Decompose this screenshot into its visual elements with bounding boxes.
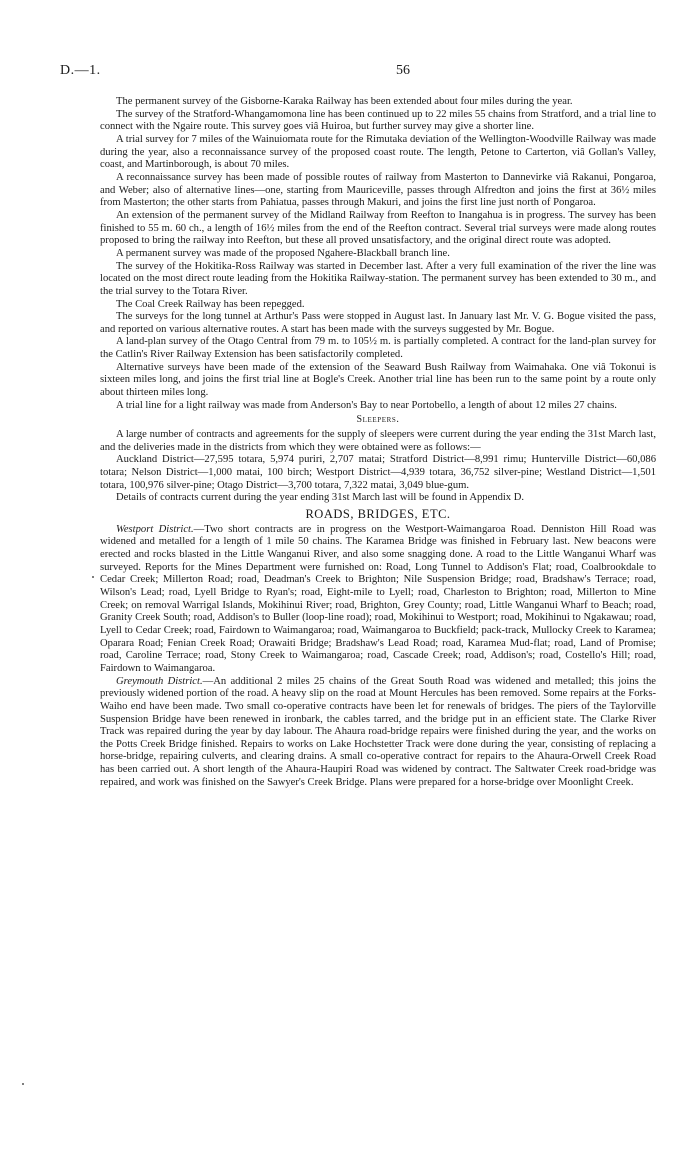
paragraph-gisborne-karaka: The permanent survey of the Gisborne-Karaka Railway has been extended about four miles during the year. xyxy=(116,96,573,107)
greymouth-district-lead: Greymouth District. xyxy=(116,675,203,687)
paragraph-midland-railway: An extension of the permanent survey of the Midland Railway from Reefton to Inangahua is in progress. The survey has been finished to 55 m. 60 ch., a length of 16½ miles from the end of the Reefton contract. Several trial surveys were made along routes proposed to bring the railway into Reefton, but these all proved unsatisfactory, and the original direct route was adopted. xyxy=(100,209,656,247)
page-header xyxy=(60,63,660,81)
westport-district-text: —Two short contracts are in progress on the Westport-Waimangaroa Road. Denniston Hill Road was widened and metalled for a length of 1 mile 50 chains. The Karamea Bridge was finished in February last. New beacons were erected and rocks blasted in the Little Wanganui River, and also some snagging done. A road to the Little Wanganui Wharf was surveyed. Reports for the Mines Department were furnished on: Road, Long Tunnel to Addison's Flat; road, Coalbrookdale to Cedar Creek; Millerton Road; road, Deadman's Creek to Brighton; Nile Suspension Bridge; road, Bradshaw's Terrace; road, Wilson's Lead; road, Lyell Bridge to Ryan's; road, Eight-mile to Lyell; road, Charleston to Brighton; road, Millerton to Mine Creek; on removal Warrigal Islands, Mokihinui River; road, Brighton, Grey County; road, Little Wanganui Wharf to Beach; road, Granity Creek South; road, Addison's to Buller (loop-line road); road, Mokihinui to Westport; road, Mokihinui to Ngakawau; road, Lyell to Cedar Creek; road, Fairdown to Waimangaroa; road, Waimangaroa to Buckfield; pack-track, Mullocky Creek to Karamea; Oparara Road; Fenian Creek Road; Orawaiti Bridge; Bradshaw's Lead Road; road, Karamea Mud-flat; road, Land of Promise; road, Caroline Terrace; road, Stony Creek to Waimangaroa; road, Cascade Creek; road, Addison's; road, Costello's Hill; road, Fairdown to Waimangaroa. xyxy=(100,523,657,674)
section-heading-sleepers: Sleepers. xyxy=(356,414,400,426)
paragraph-sleepers-details: Details of contracts current during the year ending 31st March last will be found in Appendix D. xyxy=(116,492,525,504)
westport-district-lead: Westport District. xyxy=(116,523,194,535)
paragraph-sleepers-intro: A large number of contracts and agreements for the supply of sleepers were current during the year ending the 31st March last, and the deliveries made in the districts from which they were obtained were as follows:— xyxy=(100,429,656,453)
paragraph-coal-creek: The Coal Creek Railway has been repegged. xyxy=(116,298,305,310)
margin-speck xyxy=(22,1083,24,1085)
document-reference: D.—1. xyxy=(60,63,101,78)
paragraph-otago-central: A land-plan survey of the Otago Central from 79 m. to 105½ m. is partially completed. A contract for the land-plan survey for the Catlin's River Railway Extension has been satisfactorily completed. xyxy=(100,336,656,361)
paragraph-portobello: A trial line for a light railway was made from Anderson's Bay to near Portobello, a length of about 12 miles 27 chains. xyxy=(116,399,617,411)
greymouth-district-text: —An additional 2 miles 25 chains of the Great South Road was widened and metalled; this joins the previously widened portion of the road. A heavy slip on the road at Mount Hercules has been removed. Some repairs at the Forks-Waiho end have been made. Two small co-operative contracts have been let for renewals of bridges. The piers of the Taylorville Suspension Bridge have been renewed in ironbark, the cables tarred, and the bridge put in an efficient state. The Clarke River Track was repaired during the year by day labour. The Ahaura road-bridge repairs were finished during the year, and the works on the Potts Creek Bridge finished. Repairs to works on Lake Hochstetter Track were done during the year, consisting of replacing a horse-bridge, repairing culverts, and clearing drains. A small co-operative contract for repairs to the Ahaura-Orwell Creek Road has been carried out. A short length of the Ahaura-Haupiri Road was widened by contract. The Saltwater Creek road-bridge was repaired, and work was finished on the Sawyer's Creek Bridge. Plans were prepared for a horse-bridge over Moonlight Creek. xyxy=(100,675,656,788)
page-body xyxy=(100,96,656,789)
paragraph-stratford-whangamomona: The survey of the Stratford-Whangamomona line has been continued up to 22 miles 55 chains from Stratford, and a trial line to connect with the Ngaire route. This survey goes viâ Huiroa, but further survey may give a shorter line. xyxy=(100,108,656,133)
paragraph-sleepers-list: Auckland District—27,595 totara, 5,974 puriri, 2,707 matai; Stratford District—8,991 rimu; Hunterville District—60,086 totara; Nelson District—1,000 matai, 100 birch; Westport District—4,939 totara, 36,752 silver-pine; Westland District—1,501 totara, 100,976 silver-pine; Otago District—3,700 totara, 7,322 matai, 3,049 blue-gum. xyxy=(100,454,656,491)
page-number: 56 xyxy=(396,63,410,78)
paragraph-seaward-bush: Alternative surveys have been made of the extension of the Seaward Bush Railway from Waimahaka. One viâ Tokonui is sixteen miles long, and joins the first trial line at Bogle's Creek. Another trial line has been run to the same point by a route only about thirteen miles long. xyxy=(100,361,656,399)
paragraph-arthurs-pass: The surveys for the long tunnel at Arthur's Pass were stopped in August last. In January last Mr. V. G. Bogue visited the pass, and reported on various alternative routes. A start has been made with the surveys suggested by Mr. Bogue. xyxy=(100,311,656,335)
paragraph-rimutaka-deviation: A trial survey for 7 miles of the Wainuiomata route for the Rimutaka deviation of the Wellington-Woodville Railway was made during the year, also a reconnaissance survey of the proposed coast route. The length, Petone to Carterton, viâ Gollan's Valley, coast, and Martinborough, is about 70 miles. xyxy=(100,133,656,171)
paragraph-greymouth-district xyxy=(100,676,656,790)
paragraph-masterton-dannevirke: A reconnaissance survey has been made of possible routes of railway from Masterton to Dannevirke viâ Rakanui, Pongaroa, and Weber; also of alternative lines—one, starting from Mauriceville, passes through Alfredton and joins the first at 36½ miles from Masterton; the other starts from Pahiatua, passes through Makuri, and joins the first line just north of Pongaroa. xyxy=(100,171,656,209)
paragraph-ngahere-blackball: A permanent survey was made of the proposed Ngahere-Blackball branch line. xyxy=(116,247,450,259)
paragraph-westport-district xyxy=(100,524,656,676)
section-heading-roads: ROADS, BRIDGES, ETC. xyxy=(305,507,451,521)
margin-speck xyxy=(92,576,94,578)
paragraph-hokitika-ross: The survey of the Hokitika-Ross Railway was started in December last. After a very full examination of the river the line was located on the most direct route leading from the Hokitika Railway-station. The permanent survey has been extended to 30 m., and the trial survey to the Totara River. xyxy=(100,260,656,297)
